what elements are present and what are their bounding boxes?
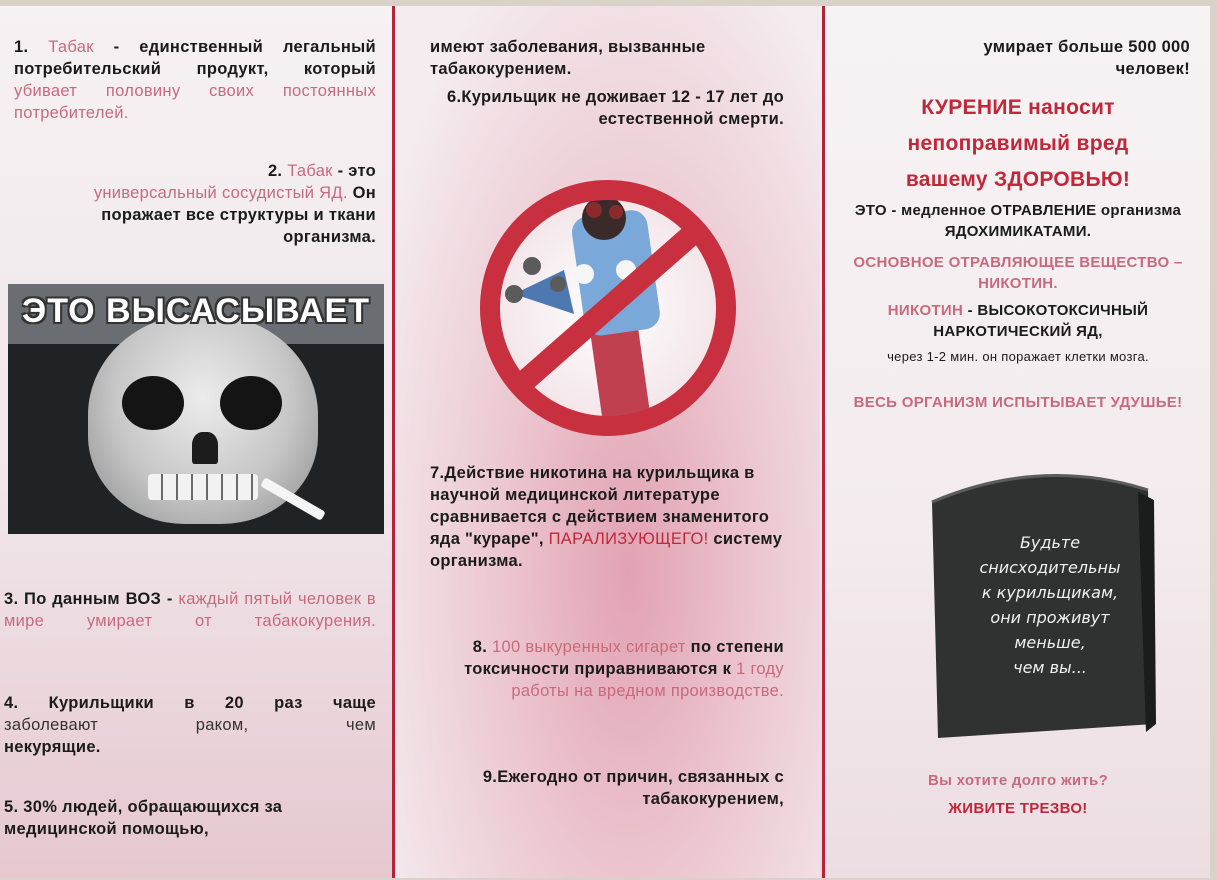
suffocation-text: ВЕСЬ ОРГАНИЗМ ИСПЫТЫВАЕТ УДУШЬЕ! xyxy=(853,394,1183,411)
fact-9: 9.Ежегодно от причин, связанных с табакокурением, xyxy=(482,768,784,808)
fact-3: 3. По данным ВОЗ - каждый пятый человек в мире умирает от табакокурения. xyxy=(4,590,376,630)
fact-9-continued: умирает больше 500 000 человек! xyxy=(983,38,1190,78)
toxic-text: НИКОТИН - ВЫСОКОТОКСИЧНЫЙ НАРКОТИЧЕСКИЙ ЯД, xyxy=(887,302,1149,340)
brain-text: через 1-2 мин. он поражает клетки мозга. xyxy=(887,349,1149,364)
fact-4: 4. Курильщики в 20 раз чаще заболевают раком, чем некурящие. xyxy=(4,694,376,756)
skull-image xyxy=(8,284,384,534)
question-text: Вы хотите долго жить? xyxy=(927,772,1109,789)
fact-5: 5. 30% людей, обращающихся за медицинской помощью, xyxy=(4,798,283,838)
no-smoking-icon xyxy=(474,174,742,442)
fact-1: 1. Табак - единственный легальный потребительский продукт, который убивает половину своих постоянных потребителей. xyxy=(14,38,376,122)
tombstone-text: Будьте снисходительны к курильщикам, они проживут меньше, чем вы... xyxy=(979,533,1121,677)
leaflet-sheet xyxy=(0,6,1210,878)
nicotine-text: ОСНОВНОЕ ОТРАВЛЯЮЩЕЕ ВЕЩЕСТВО – НИКОТИН. xyxy=(853,254,1183,292)
fact-8: 8. 100 выкуренных сигарет по степени токсичности приравниваются к 1 году работы на вредном производстве. xyxy=(464,638,784,700)
panel-left xyxy=(0,6,392,878)
fact-7: 7.Действие никотина на курильщика в научной медицинской литературе сравнивается с действием знаменитого яда "кураре", ПАРАЛИЗУЮЩЕГО! систему организма. xyxy=(430,464,783,570)
poisoning-text: ЭТО - медленное ОТРАВЛЕНИЕ организма ЯДОХИМИКАТАМИ. xyxy=(854,202,1182,240)
headline: КУРЕНИЕ наносит непоправимый вред вашему ЗДОРОВЬЮ! xyxy=(905,96,1131,191)
fact-5-continued: имеют заболевания, вызванные табакокурением. xyxy=(430,38,706,78)
fold-line-left xyxy=(392,6,395,878)
fold-line-right xyxy=(822,6,825,878)
panel-middle xyxy=(396,6,820,878)
fact-6: 6.Курильщик не доживает 12 - 17 лет до естественной смерти. xyxy=(447,88,784,128)
panel-right xyxy=(826,6,1210,878)
fact-2: 2. Табак - это универсальный сосудистый ЯД. Он поражает все структуры и ткани организма. xyxy=(93,162,376,246)
image-caption: ЭТО ВЫСАСЫВАЕТ xyxy=(22,292,370,330)
call-to-action: ЖИВИТЕ ТРЕЗВО! xyxy=(948,800,1088,817)
